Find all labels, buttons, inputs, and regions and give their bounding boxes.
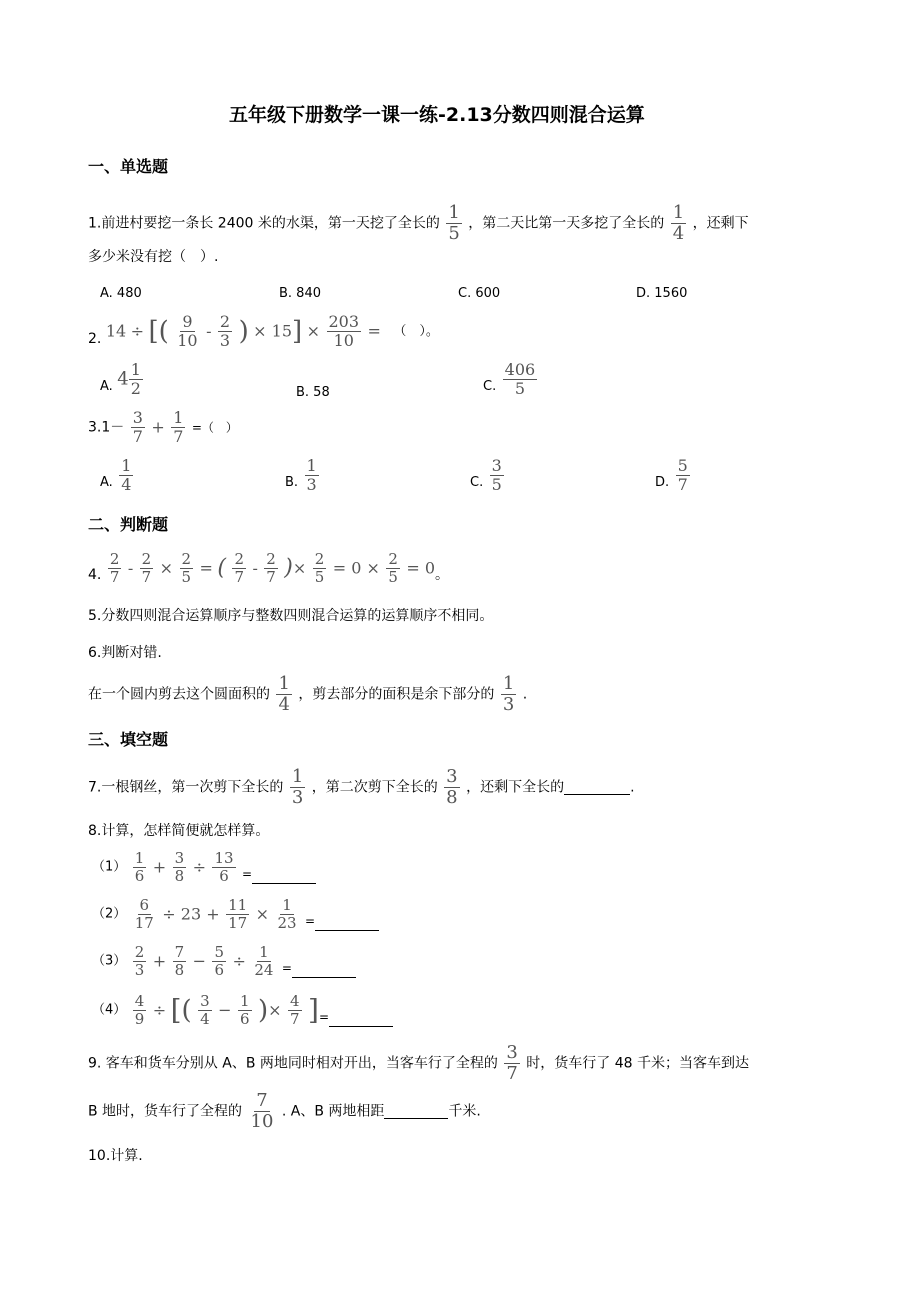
q3-option-d-fraction [676,458,690,493]
q8-part-1 [92,851,316,884]
q1-option-a[interactable]: A. 480 [100,286,142,301]
q8-p4-frac-d [288,994,302,1027]
q2-f2-denominator: 3 [219,331,231,350]
q3-optA-numerator: 1 [121,456,132,475]
q3-option-b-label: B. [285,475,299,490]
q8-p1-c-numerator: 13 [214,849,234,867]
q7-text-d: . [630,779,635,796]
q8-p3-frac-d [252,945,275,978]
q8-p3-op1: + [152,951,167,971]
q8-p1-frac-c [212,851,235,884]
q8-p4-label: （4） [92,1002,127,1018]
q7-fraction-2 [444,768,459,807]
q4-end-mark: 。 [435,567,450,583]
q8-p1-frac-a [133,851,147,884]
q3-prefix: 3.1－ [88,419,125,436]
q1-option-c[interactable]: C. 600 [458,286,501,301]
q8-part-2 [92,898,379,931]
q2-right-paren: ) [238,316,249,347]
q9-f1-numerator: 3 [506,1042,518,1063]
q8-p2-a-numerator: 6 [139,896,150,914]
q3-option-a[interactable] [100,458,135,493]
q8-p4-a-denominator: 9 [134,1010,145,1028]
q4-c-denominator: 5 [181,568,192,586]
question-7 [88,768,635,807]
q1-f1-denominator: 5 [448,223,460,244]
page-title: 五年级下册数学一课一练-2.13分数四则混合运算 [229,104,645,126]
q8-p4-equals: = [318,1010,330,1024]
q2-option-a-label: A. [100,379,113,394]
q1-text-a: 1.前进村要挖一条长 2400 米的水渠，第一天挖了全长的 [88,215,440,232]
q7-text-c: ，还剩下全长的 [466,779,565,796]
q8-p3-a-numerator: 2 [134,943,145,961]
q2-left-bracket: [ [148,316,159,347]
q8-p3-equals: = [281,961,292,975]
q1-text-b: ，第二天比第一天多挖了全长的 [468,215,665,232]
q4-right-paren: ) [284,555,293,581]
q8-p2-frac-b [226,898,249,931]
q8-p1-b-denominator: 8 [174,867,185,885]
question-6-title: 6.判断对错. [88,645,162,661]
q8-p3-frac-c [212,945,226,978]
q1-f2-denominator: 4 [672,223,685,244]
q2-optC-denominator: 5 [514,379,526,398]
q3-option-c-fraction [490,458,504,493]
section-heading-true-false: 二、判断题 [88,515,169,534]
q2-expr-14: 14 [105,321,127,341]
q4-frac-d [232,552,246,585]
q8-p1-equals: = [242,867,253,881]
q2-option-c-label: C. [483,379,497,394]
q7-fraction-1 [290,768,305,807]
q8-p4-op2: − [218,1000,232,1020]
q2-f3-numerator: 203 [328,312,360,331]
q4-equals-2: = 0 × [332,558,380,578]
q2-equals: = [367,321,381,341]
q4-equals-1: = [199,558,213,578]
q2-fraction-1 [175,314,199,349]
q1-text-c: ，还剩下 [692,215,749,232]
q6-f1-denominator: 4 [278,694,290,715]
q9-text-c: B 地时，货车行了全程的 [88,1103,243,1120]
q3-optD-denominator: 7 [677,475,688,494]
q9-text-b: 时，货车行了 48 千米；当客车到达 [526,1055,749,1072]
q8-p2-c-denominator: 23 [277,914,297,932]
q2-right-bracket: ] [292,316,303,347]
q4-frac-f [313,552,327,585]
q8-p4-b-denominator: 4 [200,1010,210,1028]
q4-b-numerator: 2 [141,550,152,568]
q3-option-c[interactable] [470,458,506,493]
q2-option-c[interactable] [483,362,539,397]
q9-f2-denominator: 10 [250,1111,274,1132]
q4-c-numerator: 2 [181,550,192,568]
q8-p1-c-denominator: 6 [219,867,229,885]
q3-f2-numerator: 1 [173,408,184,427]
q7-f2-numerator: 3 [446,766,458,787]
q4-frac-a [108,552,122,585]
q4-e-numerator: 2 [266,550,276,568]
q4-f-numerator: 2 [314,550,325,568]
section-heading-single-choice: 一、单选题 [88,157,169,176]
q4-f-denominator: 5 [314,568,325,586]
q2-div-sign: ÷ [130,321,145,341]
q8-p3-a-denominator: 3 [134,961,145,979]
q1-option-d[interactable]: D. 1560 [636,286,688,301]
q8-p3-b-numerator: 7 [174,943,185,961]
q9-text-d: . A、B 两地相距 [281,1103,385,1120]
q7-text-b: ，第二次剪下全长的 [311,779,438,796]
q8-p3-c-denominator: 6 [214,961,224,979]
q8-p3-label: （3） [92,953,127,969]
question-4 [88,552,449,585]
q8-p4-frac-a [133,994,147,1027]
q2-option-a[interactable] [100,362,145,397]
question-10: 10.计算. [88,1148,143,1164]
q8-p3-answer-blank[interactable] [292,963,356,978]
q2-option-c-fraction [503,362,538,397]
q3-f1-denominator: 7 [132,427,143,446]
q4-frac-e [264,552,278,585]
q3-option-a-label: A. [100,475,113,490]
q8-p4-c-denominator: 6 [240,1010,250,1028]
q1-text-d: 多少米没有挖（ ）. [88,249,219,265]
q6-fraction-1 [276,675,291,714]
q8-p4-b-numerator: 3 [200,992,210,1010]
q4-a-numerator: 2 [109,550,120,568]
q8-p4-right-paren: ) [258,995,269,1026]
q4-d-numerator: 2 [234,550,244,568]
q8-p2-op1: ÷ 23 + [162,904,220,924]
q8-p3-b-denominator: 8 [174,961,185,979]
q8-p2-b-numerator: 11 [228,896,248,914]
q3-optA-denominator: 4 [121,475,132,494]
q2-optA-numerator: 1 [130,360,141,379]
q8-p1-label: （1） [92,859,127,875]
q7-answer-blank[interactable] [564,780,630,795]
q8-p2-equals: = [305,914,316,928]
q7-text-a: 7.一根钢丝，第一次剪下全长的 [88,779,284,796]
q3-f1-numerator: 3 [132,408,143,427]
q8-p4-left-bracket: [ [170,993,182,1027]
q7-f1-denominator: 3 [291,787,304,808]
q8-part-4 [92,994,393,1027]
q8-p2-a-denominator: 17 [134,914,154,932]
q8-p4-d-denominator: 7 [290,1010,300,1028]
q8-p3-frac-b [173,945,187,978]
q4-frac-g [386,552,400,585]
q4-g-denominator: 5 [388,568,398,586]
q8-p2-c-numerator: 1 [282,896,292,914]
q4-d-denominator: 7 [234,568,244,586]
q2-optA-denominator: 2 [130,379,141,398]
q4-b-denominator: 7 [141,568,152,586]
q8-p3-op2: − [192,951,206,971]
q4-minus-2: - [252,558,258,578]
q9-fraction-2 [249,1092,276,1131]
q8-p4-c-numerator: 1 [240,992,250,1010]
q4-number: 4. [88,567,102,583]
question-8-title: 8.计算，怎样简便就怎样算。 [88,823,270,839]
q6-f2-denominator: 3 [502,694,515,715]
q8-p4-answer-blank[interactable] [329,1012,393,1027]
q8-p2-frac-a [133,898,156,931]
q4-e-denominator: 7 [266,568,276,586]
q1-fraction-2 [671,204,686,243]
q3-option-b[interactable] [285,458,321,493]
q7-f2-denominator: 8 [446,787,458,808]
section-heading-fill-blank: 三、填空题 [88,730,169,749]
q4-tail: = 0 [406,558,436,578]
q3-suffix: =（ ） [191,420,238,435]
q3-optD-numerator: 5 [677,456,688,475]
q2-times: × [306,321,321,341]
q8-p3-d-denominator: 24 [254,961,274,979]
q2-f1-numerator: 9 [182,312,193,331]
q8-p4-left-paren: ( [181,995,192,1026]
q8-p2-op2: × [255,904,270,924]
q1-f2-numerator: 1 [672,202,685,223]
q8-p1-a-numerator: 1 [134,849,145,867]
q9-fraction-1 [504,1044,519,1083]
q1-f1-numerator: 1 [448,202,460,223]
q2-left-paren: ( [158,316,169,347]
question-9-line-1 [88,1044,749,1083]
q8-p4-op1: ÷ [152,1000,167,1020]
question-3 [88,410,238,445]
q8-p1-frac-b [173,851,187,884]
q4-times-2: × [292,558,307,578]
q8-p4-right-bracket: ] [308,993,319,1027]
q1-option-b[interactable]: B. 840 [279,286,321,301]
q2-number: 2. [88,331,102,347]
q6-text-b: 在一个圆内剪去这个圆面积的 [88,686,270,703]
q3-option-a-fraction [119,458,133,493]
q9-answer-blank[interactable] [384,1104,448,1119]
q2-fraction-2 [218,314,232,349]
q8-p2-b-denominator: 17 [228,914,248,932]
q6-f2-numerator: 1 [502,673,515,694]
q8-p3-d-numerator: 1 [259,943,269,961]
q4-frac-c [180,552,194,585]
q4-frac-b [140,552,154,585]
q8-p1-op2: ÷ [192,857,206,877]
q3-optB-numerator: 1 [306,456,317,475]
q1-fraction-1 [446,204,461,243]
q4-times-1: × [159,558,174,578]
question-5: 5.分数四则混合运算顺序与整数四则混合运算的运算顺序不相同。 [88,608,494,624]
q2-f3-denominator: 10 [333,331,354,350]
q2-fraction-3 [327,314,362,349]
q8-p3-frac-a [133,945,147,978]
q4-a-denominator: 7 [109,568,120,586]
q3-optC-denominator: 5 [491,475,502,494]
q8-p4-op3: × [268,1000,282,1020]
q3-option-d[interactable] [655,458,692,493]
q8-p3-op3: ÷ [232,951,246,971]
q9-f2-numerator: 7 [256,1090,268,1111]
q6-text-c: ，剪去部分的面积是余下部分的 [298,686,495,703]
q2-minus: - [206,321,212,341]
q6-text-d: . [522,686,528,703]
q2-optC-numerator: 406 [504,360,536,379]
q9-text-a: 9. 客车和货车分别从 A、B 两地同时相对开出，当客车行了全程的 [88,1055,498,1072]
q2-option-a-whole: 4 [117,368,129,390]
q8-p1-a-denominator: 6 [134,867,145,885]
q2-option-a-fraction [129,362,143,397]
q9-f1-denominator: 7 [506,1063,518,1084]
q6-fraction-2 [501,675,516,714]
q8-p1-answer-blank[interactable] [252,869,316,884]
q3-fraction-2 [171,410,185,445]
q3-optB-denominator: 3 [306,475,317,494]
question-6-body [88,675,527,714]
q8-p2-answer-blank[interactable] [315,916,379,931]
q3-f2-denominator: 7 [173,427,184,446]
q2-times-15: × 15 [253,321,293,341]
question-9-line-2 [88,1092,481,1131]
q3-option-d-label: D. [655,475,670,490]
q8-p4-frac-c [238,994,252,1027]
q8-p4-frac-b [198,994,212,1027]
q4-g-numerator: 2 [388,550,398,568]
q3-option-c-label: C. [470,475,484,490]
q8-p3-c-numerator: 5 [214,943,224,961]
q6-f1-numerator: 1 [278,673,290,694]
q9-text-e: 千米. [448,1103,481,1120]
q8-p4-a-numerator: 4 [134,992,145,1010]
question-2 [88,314,439,354]
q3-fraction-1 [131,410,145,445]
question-1-line-1 [88,204,749,243]
q2-f2-numerator: 2 [219,312,231,331]
q8-part-3 [92,945,356,978]
q3-optC-numerator: 3 [491,456,502,475]
q8-p1-op1: + [152,857,167,877]
q8-p2-label: （2） [92,906,127,922]
q4-left-paren: ( [217,555,226,581]
q7-f1-numerator: 1 [291,766,304,787]
q2-f1-denominator: 10 [177,331,198,350]
q3-plus: + [151,417,165,437]
q8-p4-d-numerator: 4 [290,992,300,1010]
q8-p1-b-numerator: 3 [174,849,185,867]
q2-answer-paren: （ ）。 [393,323,439,339]
q3-option-b-fraction [305,458,319,493]
q2-option-b[interactable]: B. 58 [296,385,330,400]
q4-minus-1: - [127,558,134,578]
q8-p2-frac-c [275,898,298,931]
